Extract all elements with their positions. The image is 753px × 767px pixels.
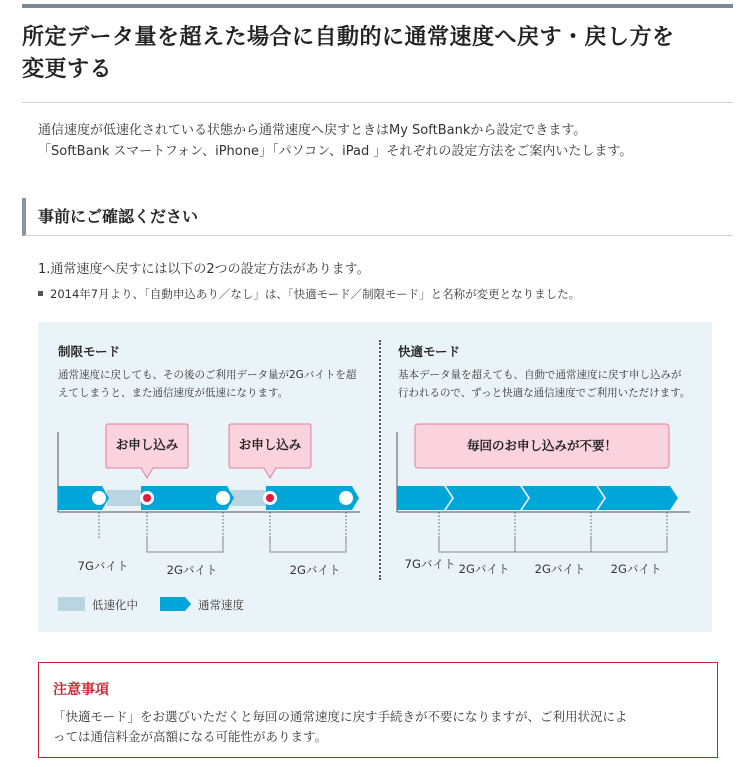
limit-mode-title: 制限モード <box>58 344 121 359</box>
label-2g: 2Gバイト <box>289 563 341 577</box>
comfort-mode-desc-line1: 基本データ量を超えても、自動で通常速度に戻す申し込みが <box>398 369 682 381</box>
range-bracket <box>270 538 346 552</box>
label-7g: 7Gバイト <box>77 559 129 573</box>
application-dot-center <box>266 494 274 502</box>
page-title-line1: 所定データ量を超えた場合に自動的に通常速度へ戻す・戻し方を <box>22 25 675 50</box>
normal-speed-arrow <box>446 486 528 510</box>
range-bracket <box>147 538 223 552</box>
normal-speed-arrow <box>397 486 452 510</box>
intro-line2: 「SoftBank スマートフォン、iPhone」「パソコン、iPad 」それぞれの設定方法をご案内いたします。 <box>38 144 633 159</box>
rename-note-text: 2014年7月より、「自動申込あり／なし」は、「快適モード／制限モード」と名称が変更となりました。 <box>50 287 581 301</box>
limit-mode-desc-line1: 通常速度に戻しても、その後のご利用データ量が2Gバイトを超 <box>58 369 357 381</box>
normal-speed-arrow <box>522 486 604 510</box>
legend-normal-speed-label: 通常速度 <box>198 598 244 612</box>
caution-body-line1: 「快適モード」をお選びいただくと毎回の通常速度に戻す手続きが不要になりますが、ご利用状況によ <box>53 709 628 724</box>
range-bracket <box>439 538 667 552</box>
comfort-mode-title: 快適モード <box>398 344 461 359</box>
limit-mode-desc-line2: えてしまうと、また通信速度が低速になります。 <box>58 387 289 399</box>
label-2g: 2Gバイト <box>610 562 662 576</box>
comfort-mode-desc-line2: 行われるので、ずっと快適な通信速度でご利用いただけます。 <box>398 387 691 399</box>
legend-low-speed-label: 低速化中 <box>92 598 138 612</box>
normal-speed-arrow <box>598 486 678 510</box>
legend-low-speed-swatch <box>58 597 85 611</box>
legend-normal-speed-swatch <box>160 597 191 611</box>
no-application-callout-text: 毎回のお申し込みが不要！ <box>466 438 618 453</box>
caution-body-line2: っては通信料金が高額になる可能性があります。 <box>53 729 328 744</box>
application-callout-text: お申し込み <box>115 437 179 452</box>
section-heading-text: 事前にご確認ください <box>38 207 199 226</box>
label-2g: 2Gバイト <box>534 562 586 576</box>
application-callout-text: お申し込み <box>238 437 302 452</box>
application-dot-center <box>143 494 151 502</box>
caution-title: 注意事項 <box>53 682 109 698</box>
limit-reached-dot <box>92 491 106 505</box>
label-2g: 2Gバイト <box>458 562 510 576</box>
page-title-line2: 変更する <box>22 57 113 82</box>
caution-box <box>38 662 718 758</box>
methods-line: 1.通常速度へ戻すには以下の2つの設定方法があります。 <box>38 262 370 277</box>
intro-line1: 通信速度が低速化されている状態から通常速度へ戻すときはMy SoftBankから設定できます。 <box>38 123 587 138</box>
label-7g: 7Gバイト <box>404 557 456 571</box>
limit-reached-dot <box>339 491 353 505</box>
limit-reached-dot <box>216 491 230 505</box>
caution-body <box>53 707 705 747</box>
low-speed-segment <box>107 490 145 506</box>
label-2g: 2Gバイト <box>166 563 218 577</box>
